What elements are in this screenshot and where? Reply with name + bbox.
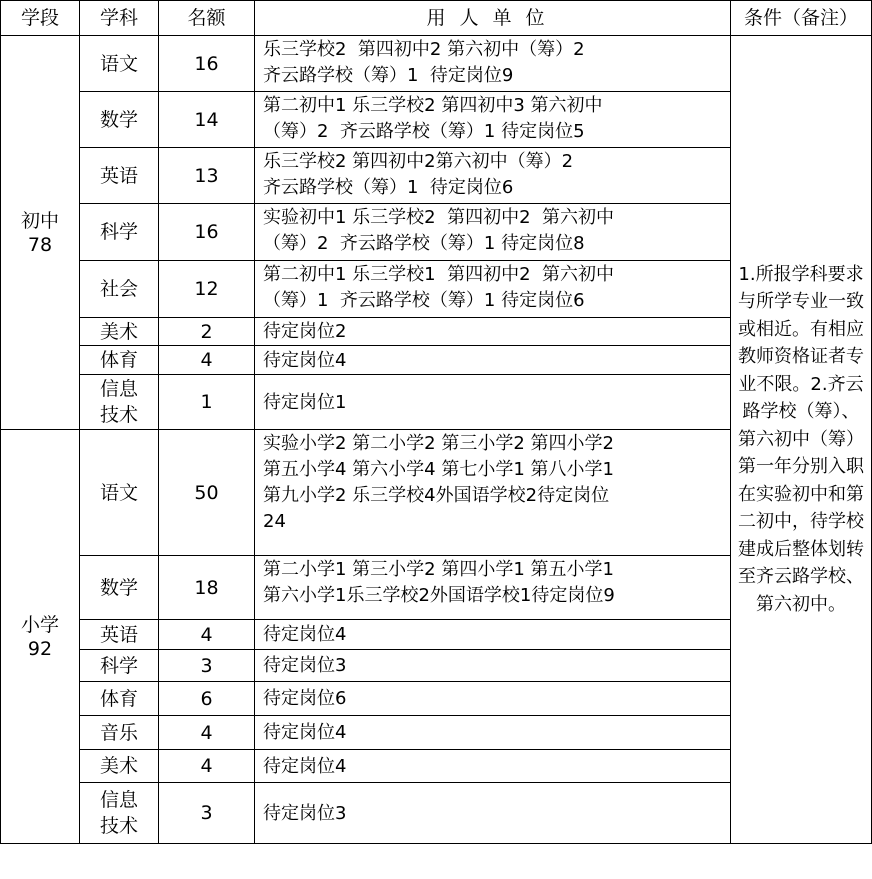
units-line: 齐云路学校（筹）1 待定岗位6	[263, 177, 514, 198]
quota-cell: 13	[159, 148, 255, 204]
units-line: 第二初中1 乐三学校2 第四初中3 第六初中	[263, 95, 603, 116]
subject-cell: 科学	[80, 204, 159, 261]
stage-total: 92	[27, 637, 53, 660]
units-line: 实验初中1 乐三学校2 第四初中2 第六初中	[263, 207, 614, 228]
units-line: 待定岗位3	[263, 655, 347, 676]
header-subject: 学科	[80, 1, 159, 36]
subject-cell: 数学	[80, 92, 159, 148]
units-cell	[255, 318, 731, 346]
header-notes: 条件（备注）	[731, 1, 872, 36]
units-line: 待定岗位2	[263, 321, 347, 342]
units-line: 乐三学校2 第四初中2第六初中（筹）2	[263, 151, 574, 172]
primary-stage-cell	[1, 430, 80, 844]
subject-cell: 体育	[80, 346, 159, 375]
header-stage: 学段	[1, 1, 80, 36]
junior-stage-cell	[1, 36, 80, 430]
subject-cell: 体育	[80, 682, 159, 716]
quota-cell: 50	[159, 430, 255, 556]
quota-cell: 14	[159, 92, 255, 148]
table-row	[1, 36, 872, 92]
units-cell	[255, 204, 731, 261]
quota-cell: 1	[159, 375, 255, 430]
units-cell	[255, 620, 731, 650]
units-cell	[255, 783, 731, 844]
units-line: 待定岗位4	[263, 624, 347, 645]
units-cell	[255, 430, 731, 556]
units-line: 第六小学1乐三学校2外国语学校1待定岗位9	[263, 585, 615, 606]
units-line: （筹）2 齐云路学校（筹）1 待定岗位5	[263, 121, 585, 142]
units-line: 乐三学校2 第四初中2 第六初中（筹）2	[263, 39, 585, 60]
units-line: 实验小学2 第二小学2 第三小学2 第四小学2	[263, 433, 614, 454]
units-line: （筹）2 齐云路学校（筹）1 待定岗位8	[263, 233, 585, 254]
units-cell	[255, 346, 731, 375]
units-line: 待定岗位4	[263, 722, 347, 743]
quota-cell: 4	[159, 346, 255, 375]
subject-cell: 科学	[80, 650, 159, 682]
units-line: 齐云路学校（筹）1 待定岗位9	[263, 65, 514, 86]
subject-cell: 英语	[80, 620, 159, 650]
units-cell	[255, 261, 731, 318]
stage-total: 78	[27, 233, 53, 256]
subject-cell: 数学	[80, 556, 159, 620]
header-units-label: 用人单位	[426, 7, 559, 29]
units-cell	[255, 36, 731, 92]
units-line: 待定岗位6	[263, 688, 347, 709]
units-cell	[255, 556, 731, 620]
units-cell	[255, 716, 731, 750]
units-line: 待定岗位3	[263, 802, 347, 824]
subject-cell: 英语	[80, 148, 159, 204]
subject-cell: 语文	[80, 430, 159, 556]
units-cell	[255, 650, 731, 682]
units-cell	[255, 682, 731, 716]
subject-cell: 信息技术	[80, 375, 159, 430]
units-cell	[255, 148, 731, 204]
quota-cell: 2	[159, 318, 255, 346]
subject-cell: 美术	[80, 750, 159, 783]
quota-cell: 6	[159, 682, 255, 716]
subject-cell: 社会	[80, 261, 159, 318]
units-line: 第二小学1 第三小学2 第四小学1 第五小学1	[263, 559, 614, 580]
subject-cell: 信息技术	[80, 783, 159, 844]
units-line: （筹）1 齐云路学校（筹）1 待定岗位6	[263, 290, 585, 311]
header-row	[1, 1, 872, 36]
units-cell	[255, 92, 731, 148]
quota-cell: 16	[159, 204, 255, 261]
units-cell	[255, 750, 731, 783]
quota-cell: 16	[159, 36, 255, 92]
stage-label: 小学	[20, 613, 59, 636]
subject-cell: 语文	[80, 36, 159, 92]
header-units	[255, 1, 731, 36]
quota-cell: 4	[159, 716, 255, 750]
stage-label: 初中	[20, 209, 59, 232]
units-line: 第二初中1 乐三学校1 第四初中2 第六初中	[263, 264, 614, 285]
units-line: 待定岗位4	[263, 349, 347, 371]
units-line: 待定岗位4	[263, 755, 347, 777]
quota-cell: 12	[159, 261, 255, 318]
quota-cell: 18	[159, 556, 255, 620]
quota-cell: 4	[159, 620, 255, 650]
units-line: 待定岗位1	[263, 391, 347, 413]
units-line: 24	[263, 511, 286, 532]
notes-cell: 1.所报学科要求与所学专业一致或相近。有相应教师资格证者专业不限。2.齐云路学校（筹）、第六初中（筹）第一年分别入职在实验初中和第二初中，待学校建成后整体划转至齐云路学校、第六初中。	[731, 36, 872, 844]
units-line: 第九小学2 乐三学校4外国语学校2待定岗位	[263, 485, 610, 506]
units-line: 第五小学4 第六小学4 第七小学1 第八小学1	[263, 459, 614, 480]
subject-cell: 音乐	[80, 716, 159, 750]
units-cell	[255, 375, 731, 430]
quota-cell: 4	[159, 750, 255, 783]
quota-cell: 3	[159, 783, 255, 844]
subject-cell: 美术	[80, 318, 159, 346]
header-quota: 名额	[159, 1, 255, 36]
quota-cell: 3	[159, 650, 255, 682]
